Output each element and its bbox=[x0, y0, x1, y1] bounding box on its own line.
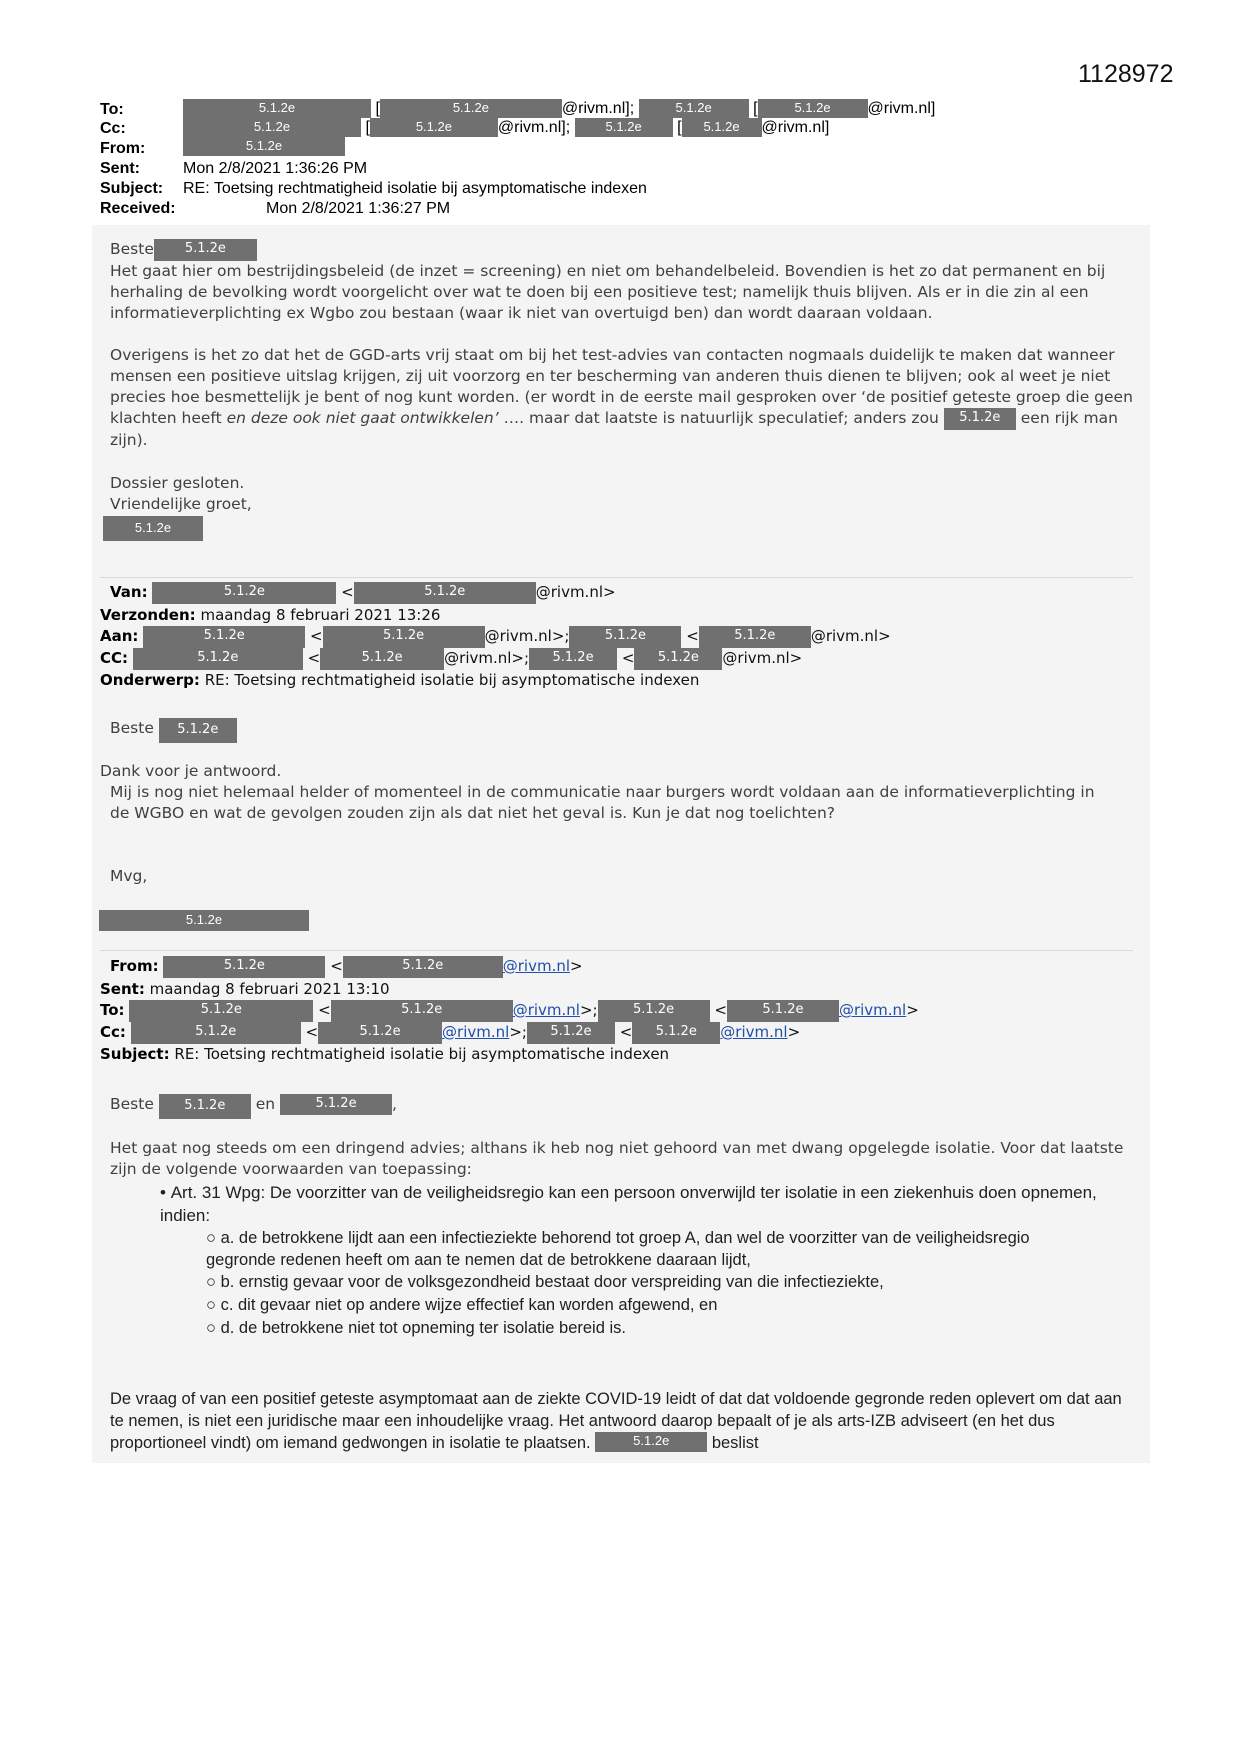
to-recipients: 5.1.2e [ 5.1.2e @rivm.nl]; 5.1.2e [ 5.1.2e @rivm.nl] bbox=[183, 99, 935, 118]
from-line: From: 5.1.2e < 5.1.2e @rivm.nl> bbox=[110, 956, 583, 978]
redaction: 5.1.2e bbox=[280, 1094, 392, 1115]
email-domain: @rivm.nl] bbox=[761, 119, 830, 136]
thanks-line: Dank voor je antwoord. bbox=[100, 762, 282, 780]
redaction: 5.1.2e bbox=[682, 118, 762, 137]
redaction: 5.1.2e bbox=[699, 626, 811, 648]
document-number: 1128972 bbox=[1078, 60, 1174, 88]
redaction: 5.1.2e bbox=[318, 1022, 442, 1044]
sub-item: ○ d. de betrokkene niet tot opneming ter isolatie bereid is. bbox=[206, 1319, 626, 1337]
redaction: 5.1.2e bbox=[129, 1000, 313, 1022]
email-link[interactable]: @rivm.nl bbox=[442, 1023, 510, 1041]
signature bbox=[103, 516, 203, 541]
email-domain: @rivm.nl]; bbox=[561, 100, 635, 117]
redaction: 5.1.2e bbox=[323, 626, 485, 648]
redaction: 5.1.2e bbox=[370, 118, 498, 137]
aan-line: Aan: 5.1.2e < 5.1.2e @rivm.nl>; 5.1.2e < 5.1.2e @rivm.nl> bbox=[100, 626, 891, 648]
redaction: 5.1.2e bbox=[183, 99, 371, 118]
redaction: 5.1.2e bbox=[331, 1000, 513, 1022]
greeting: Beste 5.1.2e bbox=[110, 239, 257, 261]
email-link[interactable]: @rivm.nl bbox=[512, 1001, 580, 1019]
redaction: 5.1.2e bbox=[634, 648, 722, 670]
regards: Vriendelijke groet, bbox=[110, 495, 252, 513]
redaction: 5.1.2e bbox=[944, 408, 1016, 430]
paragraph: Het gaat nog steeds om een dringend advies; althans ik heb nog niet gehoord van met dwang opgelegde isolatie. Voor dat laatste zijn de volgende voorwaarden van toepassing: bbox=[110, 1139, 1124, 1178]
cc-line: CC: 5.1.2e < 5.1.2e @rivm.nl>; 5.1.2e < 5.1.2e @rivm.nl> bbox=[100, 648, 802, 670]
redaction: 5.1.2e bbox=[632, 1022, 720, 1044]
redaction: 5.1.2e bbox=[575, 118, 673, 137]
received-label: Received: bbox=[100, 200, 176, 217]
cc-recipients: 5.1.2e [ 5.1.2e @rivm.nl]; 5.1.2e [ 5.1.2e @rivm.nl] bbox=[183, 118, 829, 137]
redaction: 5.1.2e bbox=[183, 137, 345, 156]
greeting: Beste 5.1.2e en 5.1.2e , bbox=[110, 1094, 397, 1119]
sent-label: Sent: bbox=[100, 160, 140, 177]
redaction: 5.1.2e bbox=[99, 910, 309, 931]
cc-label: Cc: bbox=[100, 120, 126, 137]
redaction: 5.1.2e bbox=[639, 99, 749, 118]
sub-item: ○ c. dit gevaar niet op andere wijze effectief kan worden afgewend, en bbox=[206, 1296, 718, 1314]
redaction: 5.1.2e bbox=[529, 648, 617, 670]
redaction: 5.1.2e bbox=[103, 516, 203, 541]
redaction: 5.1.2e bbox=[343, 956, 503, 978]
paragraph: Het gaat hier om bestrijdingsbeleid (de inzet = screening) en niet om behandelbeleid. Bovendien is het zo dat permanent en bij herhaling de bevolking wordt voorgelicht over wat te doen bij een positieve test; namelijk thuis blijven. Als er in die zin al een informatieverplichting ex Wgbo zou bestaan (waar ik niet van overtuigd ben) dan wordt daaraan voldaan. bbox=[110, 262, 1106, 322]
email-link[interactable]: @rivm.nl bbox=[720, 1023, 788, 1041]
redaction: 5.1.2e bbox=[183, 118, 361, 137]
email-domain: @rivm.nl]; bbox=[497, 119, 571, 136]
redaction: 5.1.2e bbox=[569, 626, 681, 648]
divider bbox=[100, 577, 1133, 578]
email-link[interactable]: @rivm.nl bbox=[838, 1001, 907, 1019]
email-domain: @rivm.nl] bbox=[867, 100, 936, 117]
redaction: 5.1.2e bbox=[598, 1000, 710, 1022]
redaction: 5.1.2e bbox=[354, 582, 536, 604]
verzonden-line: Verzonden: maandag 8 februari 2021 13:26 bbox=[100, 606, 441, 624]
redaction: 5.1.2e bbox=[133, 648, 303, 670]
paragraph: Mij is nog niet helemaal helder of momenteel in de communicatie naar burgers wordt voldaan aan de informatieverplichting in de WGBO en wat de gevolgen zouden zijn als dat niet het geval is. Kun je dat nog toelichten? bbox=[110, 783, 1095, 822]
subject-value: RE: Toetsing rechtmatigheid isolatie bij asymptomatische indexen bbox=[183, 180, 647, 197]
greeting: Beste 5.1.2e bbox=[110, 718, 237, 743]
sent-line: Sent: maandag 8 februari 2021 13:10 bbox=[100, 980, 390, 998]
redaction: 5.1.2e bbox=[758, 99, 868, 118]
bullet-item: • Art. 31 Wpg: De voorzitter van de veiligheidsregio kan een persoon onverwijld ter isolatie in een ziekenhuis doen opnemen, indien: bbox=[160, 1183, 1097, 1225]
closing: Mvg, bbox=[110, 867, 148, 885]
redaction: 5.1.2e bbox=[727, 1000, 839, 1022]
redaction: 5.1.2e bbox=[595, 1432, 707, 1452]
to-label: To: bbox=[100, 101, 124, 118]
redaction: 5.1.2e bbox=[527, 1022, 615, 1044]
email-link[interactable]: @rivm.nl bbox=[502, 957, 571, 975]
sub-item: ○ a. de betrokkene lijdt aan een infectieziekte behorend tot groep A, dan wel de voorzitter van de veiligheidsregio gegronde redenen heeft om aan te nemen dat de betrokkene daaraan lijdt, bbox=[206, 1229, 1030, 1269]
redaction: 5.1.2e bbox=[159, 1094, 251, 1119]
redaction: 5.1.2e bbox=[380, 99, 562, 118]
redaction: 5.1.2e bbox=[320, 648, 444, 670]
redaction: 5.1.2e bbox=[131, 1022, 301, 1044]
signature bbox=[99, 910, 309, 931]
to-line: To: 5.1.2e < 5.1.2e @rivm.nl>; 5.1.2e < 5.1.2e @rivm.nl> bbox=[100, 1000, 919, 1022]
redaction: 5.1.2e bbox=[163, 956, 325, 978]
closing-line: Dossier gesloten. bbox=[110, 474, 245, 492]
redaction: 5.1.2e bbox=[143, 626, 305, 648]
from-label: From: bbox=[100, 140, 146, 157]
redaction: 5.1.2e bbox=[152, 582, 336, 604]
subject-line: Subject: RE: Toetsing rechtmatigheid isolatie bij asymptomatische indexen bbox=[100, 1045, 670, 1063]
received-value: Mon 2/8/2021 1:36:27 PM bbox=[266, 200, 451, 217]
divider bbox=[100, 950, 1133, 951]
onderwerp-line: Onderwerp: RE: Toetsing rechtmatigheid isolatie bij asymptomatische indexen bbox=[100, 671, 700, 689]
van-line: Van: 5.1.2e < 5.1.2e @rivm.nl> bbox=[110, 582, 616, 604]
cc-line: Cc: 5.1.2e < 5.1.2e @rivm.nl>; 5.1.2e < 5.1.2e @rivm.nl> bbox=[100, 1022, 800, 1044]
from-sender bbox=[183, 137, 345, 156]
sub-item: ○ b. ernstig gevaar voor de volksgezondheid bestaat door verspreiding van die infectieziekte, bbox=[206, 1273, 884, 1291]
paragraph: De vraag of van een positief geteste asymptomaat aan de ziekte COVID-19 leidt of dat dat voldoende gegronde reden oplevert om dat aan te nemen, is niet een juridische maar een inhoudelijke vraag. Het antwoord daarop bepaalt of je als arts-IZB adviseert (en het dus proportioneel vindt) om iemand gedwongen in isolatie te plaatsen. 5.1.2e beslist bbox=[110, 1390, 1122, 1452]
subject-label: Subject: bbox=[100, 180, 164, 197]
redaction: 5.1.2e bbox=[159, 718, 237, 743]
redaction: 5.1.2e bbox=[154, 239, 257, 261]
paragraph: Overigens is het zo dat het de GGD-arts vrij staat om bij het test-advies van contacten nogmaals duidelijk te maken dat wanneer mensen een positieve uitslag krijgen, zij uit voorzorg en ter bescherming van anderen thuis dienen te blijven; ook al weet je niet precies hoe besmettelijk je bent of nog kunt worden. (er wordt in de eerste mail gesproken over ‘de positief geteste groep die geen klachten heeft en deze ook niet gaat ontwikkelen’ …. maar dat laatste is natuurlijk speculatief; anders zou 5.1.2e een rijk man zijn). bbox=[110, 346, 1133, 449]
sent-value: Mon 2/8/2021 1:36:26 PM bbox=[183, 160, 368, 177]
